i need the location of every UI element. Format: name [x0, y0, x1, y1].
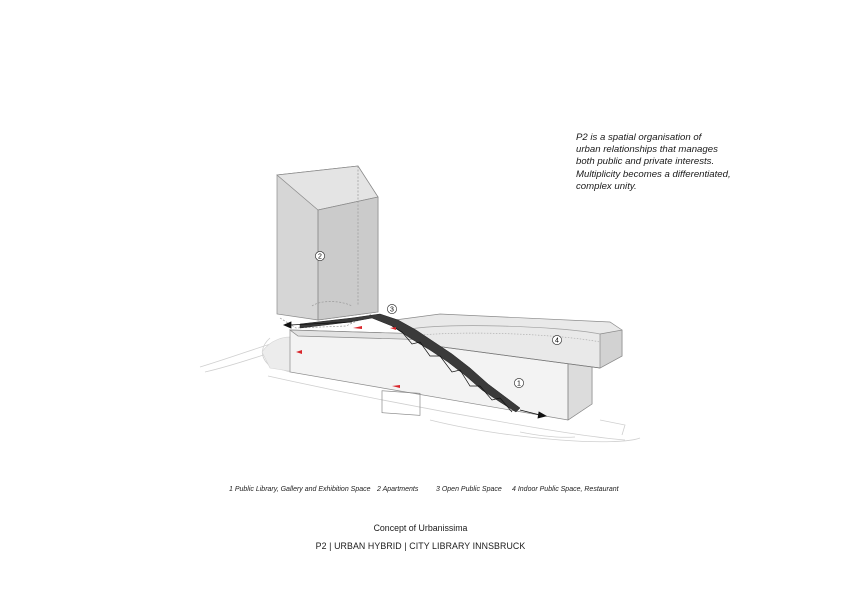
marker-1 [514, 378, 523, 387]
marker-4 [552, 335, 561, 344]
legend-item-3: 3 Open Public Space [436, 486, 502, 493]
marker-3-label: 3 [390, 306, 394, 314]
legend [0, 486, 841, 498]
marker-4-label: 4 [555, 337, 559, 345]
marker-2 [315, 251, 324, 260]
statement-line: complex unity. [576, 180, 637, 192]
marker-3 [387, 304, 396, 313]
legend-item-1: 1 Public Library, Gallery and Exhibition Space [229, 486, 371, 493]
legend-item-2: 2 Apartments [377, 486, 419, 493]
caption-title: P2 | URBAN HYBRID | CITY LIBRARY INNSBRUCK [315, 541, 526, 551]
marker-2-label: 2 [318, 253, 322, 261]
statement-line: urban relationships that manages [576, 144, 718, 156]
marker-1-label: 1 [517, 380, 521, 388]
apartment-tower [277, 166, 378, 328]
statement-line: both public and private interests. [576, 156, 715, 168]
statement-line: Multiplicity becomes a differentiated, [576, 168, 731, 180]
caption-subtitle: Concept of Urbanissima [373, 523, 468, 533]
statement-line: P2 is a spatial organisation of [576, 132, 702, 143]
legend-item-4: 4 Indoor Public Space, Restaurant [512, 486, 619, 493]
